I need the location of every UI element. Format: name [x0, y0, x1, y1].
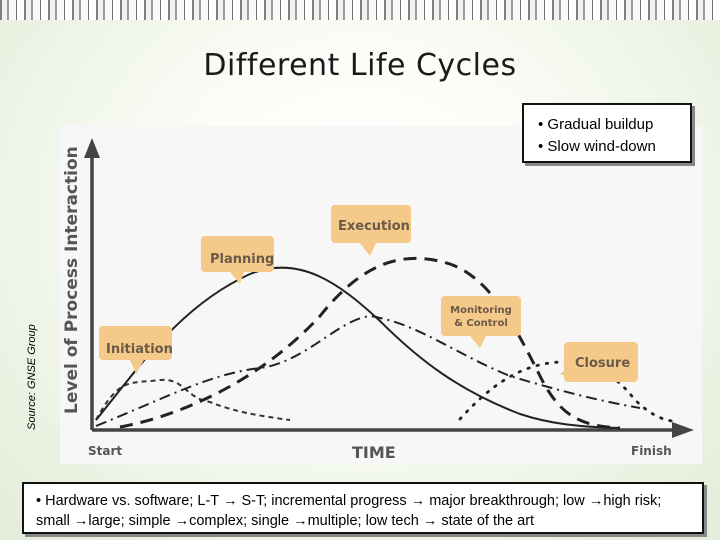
note-bullet: •	[36, 493, 46, 509]
monitoring-label-line2: & Control	[454, 318, 508, 329]
execution-curve	[120, 258, 620, 428]
arrow-icon: →	[588, 493, 604, 509]
buildup-callout-box	[522, 103, 692, 163]
closure-callout	[560, 342, 638, 382]
arrow-icon: →	[410, 493, 426, 509]
note-segment: Hardware vs. software; L-T	[45, 493, 223, 509]
comparison-note-text	[36, 493, 661, 529]
monitoring-curve	[96, 316, 640, 426]
arrow-icon: →	[73, 513, 89, 529]
x-axis-arrowhead	[672, 422, 694, 438]
monitoring-callout	[441, 296, 521, 348]
y-axis-arrowhead	[84, 138, 100, 158]
source-credit: Source: GNSE Group	[26, 324, 38, 430]
note-segment: multiple; low tech	[307, 513, 423, 529]
note-segment: S-T; incremental progress	[237, 493, 411, 509]
monitoring-label-line1: Monitoring	[450, 305, 512, 316]
callout-bullet: • Gradual buildup	[538, 116, 654, 133]
initiation-callout	[99, 326, 173, 374]
note-segment: major breakthrough; low	[425, 493, 589, 509]
planning-curve	[96, 268, 620, 428]
top-decorative-strip	[0, 0, 720, 20]
arrow-icon: →	[293, 513, 308, 529]
x-finish-label: Finish	[631, 444, 672, 458]
x-axis-label: TIME	[352, 443, 396, 462]
note-segment: state of the art	[437, 513, 535, 529]
arrow-icon: →	[174, 513, 190, 529]
slide-title: Different Life Cycles	[203, 48, 517, 83]
planning-callout	[201, 236, 274, 284]
note-segment: complex; single	[189, 513, 294, 529]
y-axis-label: Level of Process Interaction	[62, 146, 82, 414]
life-cycle-diagram	[60, 126, 702, 464]
callout-bullet-text: Slow wind-down	[547, 138, 656, 155]
execution-label: Execution	[338, 219, 410, 234]
arrow-icon: →	[222, 493, 238, 509]
initiation-label: Initiation	[106, 342, 173, 357]
callout-bullet: • Slow wind-down	[538, 138, 656, 155]
x-start-label: Start	[88, 444, 123, 458]
comparison-note-box	[22, 482, 704, 534]
note-segment: high risk; small	[36, 493, 662, 529]
note-segment: large; simple	[88, 513, 175, 529]
closure-label: Closure	[575, 356, 631, 371]
arrow-icon: →	[422, 513, 438, 529]
planning-label: Planning	[210, 252, 275, 267]
callout-bullet-text: Gradual buildup	[547, 116, 654, 133]
execution-callout	[331, 205, 411, 256]
